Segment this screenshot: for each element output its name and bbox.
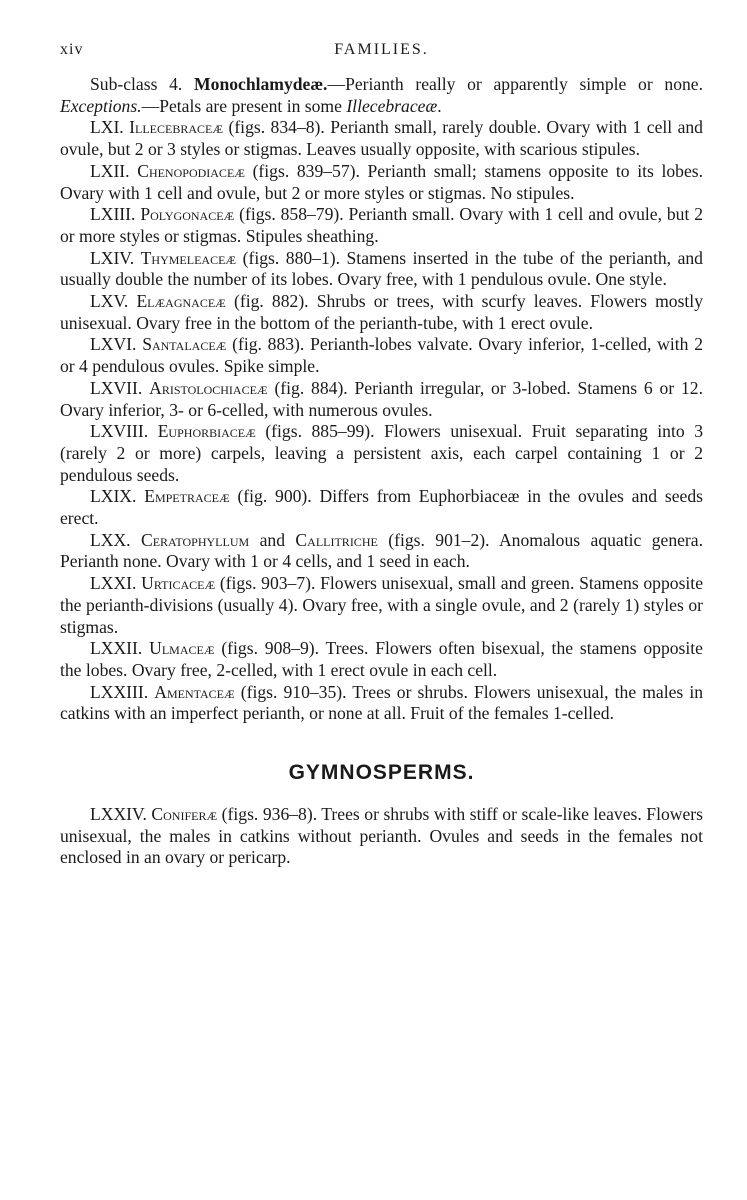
family-name: Aristolochiaceæ [149,377,268,398]
family-entry [60,248,703,291]
family-name: Euphorbiaceæ [157,421,256,442]
family-entry [60,486,703,529]
family-name: Coniferæ [151,803,218,824]
family-name: Chenopodiaceæ [137,160,245,181]
exceptions-label: Exceptions. [60,95,142,116]
page-number: xiv [60,41,84,58]
family-name-secondary: Callitriche [295,529,378,550]
family-number: LXX. [90,529,131,550]
family-description: (figs. 910–35). Trees or shrubs. Flowers unisexual, the males in catkins with an imperfect perianth, or none at all. Fruit of the females 1-celled. [60,681,704,724]
family-number: LXVII. [90,377,143,398]
family-entry [60,682,703,725]
family-entry [60,117,703,160]
family-joiner: and [259,529,285,550]
subclass-text-2: —Petals are present in some [141,95,342,116]
family-description: (fig. 900). Differs from Euphorbiaceæ in the ovules and seeds erect. [60,486,703,529]
family-name: Empetraceæ [144,486,230,507]
family-number: LXV. [90,291,129,312]
family-description: (fig. 883). Perianth-lobes valvate. Ovary inferior, 1-celled, with 2 or 4 pendulous ovules. Spike simple. [60,334,703,377]
family-number: LXII. [90,160,130,181]
family-description: (figs. 908–9). Trees. Flowers often bisexual, the stamens opposite the lobes. Ovary free, 2-celled, with 1 erect ovule in each cell. [60,638,703,680]
family-entry [60,573,703,638]
family-description: (figs. 885–99). Flowers unisexual. Fruit separating into 3 (rarely 2 or more) carpels, leaving a persistent axis, each carpel containing 1 or 2 pendulous seeds. [60,421,703,485]
page-body [60,74,703,869]
family-entry [60,530,703,573]
running-title: FAMILIES. [334,41,429,58]
family-number: LXIX. [90,486,137,507]
family-name: Santalaceæ [142,334,227,355]
family-name: Thymeleaceæ [140,247,237,268]
family-number: LXXIV. [90,803,147,824]
subclass-intro: Sub-class 4. [90,74,183,94]
family-description: (figs. 834–8). Perianth small, rarely double. Ovary with 1 cell and ovule, but 2 or 3 styles or stigmas. Leaves usually opposite, with scarious stipules. [60,117,703,160]
family-description: (fig. 884). Perianth irregular, or 3-lobed. Stamens 6 or 12. Ovary inferior, 3- or 6-celled, with numerous ovules. [60,377,703,420]
family-description: (figs. 936–8). Trees or shrubs with stiff or scale-like leaves. Flowers unisexual, the males in catkins without perianth. Ovules and seeds in the females not enclosed in an ovary or pericarp. [60,803,703,868]
family-entry [60,638,703,681]
family-number: LXVI. [90,334,137,355]
subclass-paragraph [60,74,703,117]
family-number: LXXI. [90,573,137,594]
subclass-name: Monochlamydeæ. [194,74,328,94]
family-description: (figs. 880–1). Stamens inserted in the tube of the perianth, and usually double the number of its lobes. Ovary free, with 1 pendulous ovule. One style. [60,247,703,290]
running-head [60,0,703,74]
family-number: LXXII. [90,638,143,659]
family-number: LXI. [90,117,124,138]
family-name: Illecebraceæ [129,117,224,138]
family-description: (figs. 901–2). Anomalous aquatic genera. Perianth none. Ovary with 1 or 4 cells, and 1 seed in each. [60,529,703,572]
subclass-italic-family: Illecebraceæ [346,95,438,116]
family-name: Urticaceæ [141,573,216,594]
family-name: Polygonaceæ [140,204,235,225]
family-description: (figs. 903–7). Flowers unisexual, small and green. Stamens opposite the perianth-divisions (usually 4). Ovary free, with a single ovule, and 2 (rarely 1) styles or stigmas. [60,573,703,637]
family-number: LXIII. [90,204,136,225]
family-entry [60,334,703,377]
family-entry [60,804,703,869]
family-name: Ceratophyllum [140,529,250,550]
family-number: LXVIII. [90,421,149,442]
subclass-text-3: . [437,95,442,116]
section-heading: GYMNOSPERMS. [288,761,475,785]
family-entry [60,204,703,247]
family-description: (figs. 839–57). Perianth small; stamens opposite to its lobes. Ovary with 1 cell and ovule, but 2 or more styles or stigmas. No stipules. [60,160,703,203]
family-name: Amentaceæ [154,681,235,702]
family-description: (fig. 882). Shrubs or trees, with scurfy leaves. Flowers mostly unisexual. Ovary free in the bottom of the perianth-tube, with 1 erect ovule. [60,291,703,333]
family-name: Ulmaceæ [149,638,215,659]
family-description: (figs. 858–79). Perianth small. Ovary with 1 cell and ovule, but 2 or more styles or stigmas. Stipules sheathing. [60,204,704,246]
family-name: Elæagnaceæ [136,291,226,312]
subclass-text-1: —Perianth really or apparently simple or none. [327,74,704,94]
family-number: LXIV. [90,247,135,268]
family-entry [60,291,703,334]
family-entry [60,378,703,421]
family-entry [60,161,703,204]
family-number: LXXIII. [90,681,149,702]
family-entry [60,421,703,486]
